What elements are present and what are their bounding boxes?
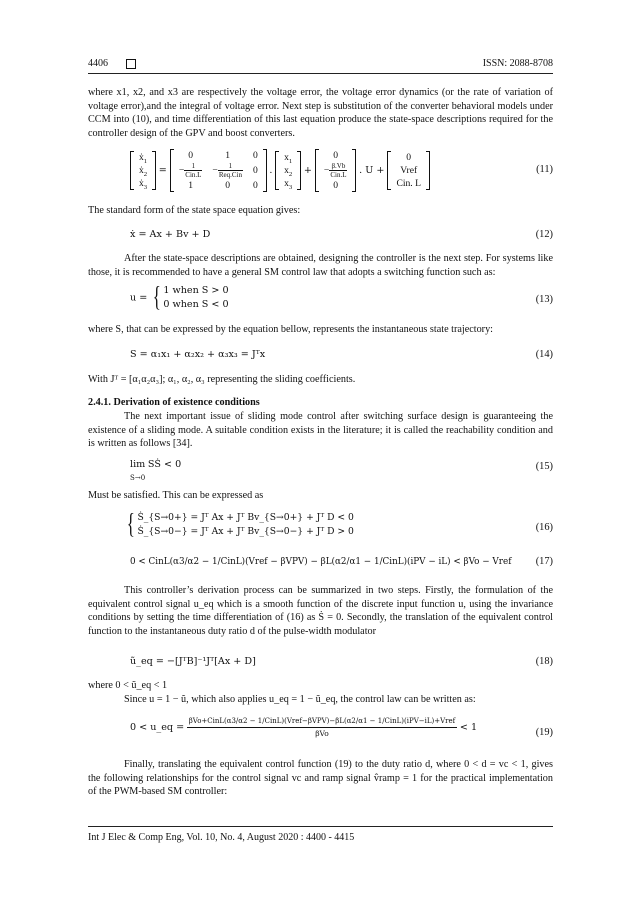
paragraph-9b: Since u = 1 − ũ, which also applies u_eq = 1 − ũ_eq, the control law can be written as: bbox=[124, 694, 476, 705]
header-rule bbox=[88, 73, 553, 74]
paragraph-4: where S, that can be expressed by the equation bellow, represents the instantaneous state trajectory: bbox=[88, 324, 494, 335]
paragraph-5: With Jᵀ = [α₁α₂α₃]; α₁, α₂, α₃ representing the sliding coefficients. bbox=[88, 374, 356, 385]
paragraph-9a: where 0 < ũ_eq < 1 bbox=[88, 680, 168, 691]
paragraph-10: Finally, translating the equivalent control function (19) to the duty ratio d, where 0 < d = vc < 1, gives the following relationships for the control signal vc and ramp signal v̂ramp = 1 for the practical implementation of the PWM-based SM controller: bbox=[88, 759, 553, 798]
equation-11: ẋ$_1$ ẋ$_2$ ẋ$_3$ = 0 1 0 − $\frac{1}{\text{Cin.L}}$ − $\frac{1}{\text{Req.Cin}}$ 0 1 0 0 . $x_1$ $x_2$ $x_3$ + 0 − $\frac{\beta.Vb}{\text{Cin.L}}$ 0 . U + 0 Vref Cin. L (11) bbox=[130, 149, 553, 191]
equation-17: 0 < CinL(α3/α2 − 1/CinL)(Vref − βVPV) − βL(α2/α1 − 1/CinL)(iPV − iL) < βVo − Vref (17) bbox=[130, 556, 553, 567]
equation-15: lim S→0 SṠ < 0 (15) bbox=[130, 459, 553, 482]
square-icon bbox=[126, 59, 136, 69]
disturbance-vector: 0 Vref Cin. L bbox=[387, 151, 430, 190]
equation-14: S = α₁x₁ + α₂x₂ + α₃x₃ = Jᵀx (14) bbox=[130, 349, 553, 360]
paragraph-2: The standard form of the state space equation gives: bbox=[88, 205, 301, 216]
equation-number: (11) bbox=[536, 164, 553, 175]
equation-19: 0 < u_eq = βVo+CinL(α3/α2 − 1/CinL)(Vref−βVPV)−βL(α2/α1 − 1/CinL)(iPV−iL)+Vref βVo < 1 (19) bbox=[130, 717, 553, 738]
system-matrix: 0 1 0 − $\frac{1}{\text{Cin.L}}$ − $\frac{1}{\text{Req.Cin}}$ 0 1 0 0 bbox=[170, 149, 267, 192]
page-number: 4406 bbox=[88, 58, 108, 69]
equation-18: ũ_eq = −[JᵀB]⁻¹Jᵀ[Ax + D] (18) bbox=[130, 656, 553, 667]
section-heading: 2.4.1. Derivation of existence conditions bbox=[88, 397, 260, 408]
footer-rule bbox=[88, 826, 553, 827]
paragraph-1: where x1, x2, and x3 are respectively the voltage error, the voltage error dynamics (or the rate of variation of voltage error),and the integral of voltage error. Next step is substitution of the converter behavioral models under CCM into (10), and time differentiation of this last equation produce the state-space descriptions required for the controller design of the GPV and boost converters. bbox=[88, 87, 553, 139]
equation-13: u = { 1 when S > 0 0 when S < 0 (13) bbox=[130, 282, 553, 313]
page-footer: Int J Elec & Comp Eng, Vol. 10, No. 4, August 2020 : 4400 - 4415 bbox=[88, 832, 355, 843]
equation-12: ẋ = Ax + Bv + D (12) bbox=[130, 229, 553, 240]
input-vector: 0 − $\frac{\beta.Vb}{\text{Cin.L}}$ 0 bbox=[315, 149, 357, 192]
paragraph-3: After the state-space descriptions are obtained, designing the controller is the next step. For systems like those, it is recommended to have a general SM control law that adopts a switching function such as: bbox=[88, 253, 553, 278]
paragraph-8: This controller’s derivation process can be summarized in two steps. Firstly, the formulation of the equivalent control signal u_eq which is a smooth function of the discrete input function u, using the invariance conditions by setting the time differentiation of (16) as Ṡ = 0. Secondly, the translation of the equivalent control function to the instantaneous duty ratio d of the pulse-width modulator bbox=[88, 585, 553, 637]
equation-16: { Ṡ_{S→0+} = Jᵀ Ax + Jᵀ Bv_{S→0+} + Jᵀ D < 0 Ṡ_{S→0−} = Jᵀ Ax + Jᵀ Bv_{S→0−} + Jᵀ D > 0 (16) bbox=[126, 509, 553, 540]
issn: ISSN: 2088-8708 bbox=[482, 58, 553, 69]
paragraph-7: Must be satisfied. This can be expressed as bbox=[88, 490, 264, 501]
x-vector: $x_1$ $x_2$ $x_3$ bbox=[275, 151, 301, 190]
xdot-vector: ẋ$_1$ ẋ$_2$ ẋ$_3$ bbox=[130, 151, 156, 190]
paragraph-6: The next important issue of sliding mode control after switching surface design is guaranteeing the existence of a sliding mode. A suitable condition exists in the literature; it is called the reachability condition and is written as follows [34]. bbox=[88, 411, 553, 450]
